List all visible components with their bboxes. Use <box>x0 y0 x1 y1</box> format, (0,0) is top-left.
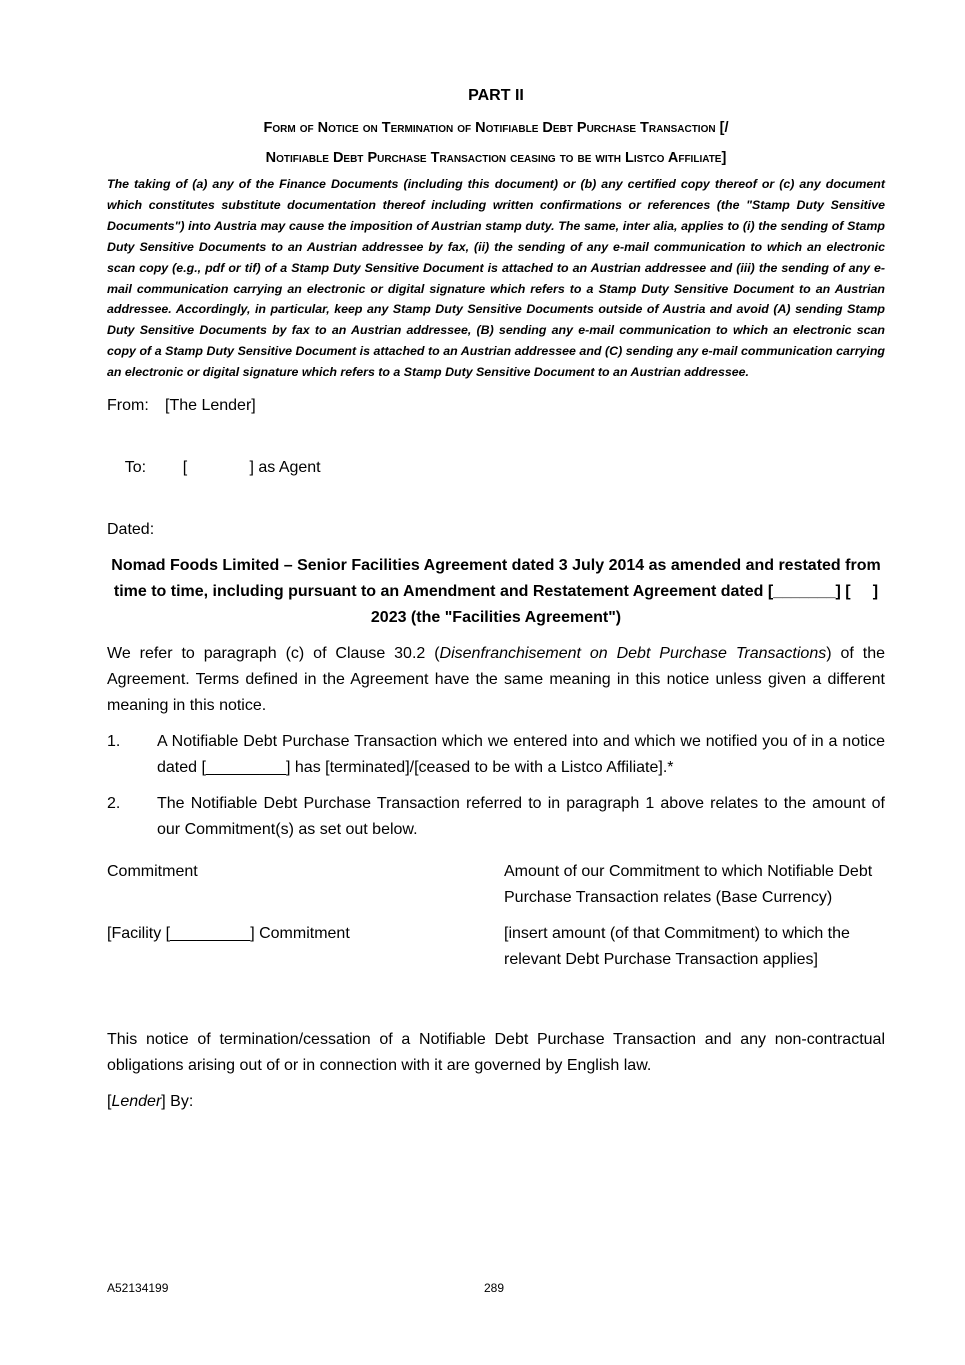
table-row <box>107 921 885 983</box>
signature-open: [ <box>107 1093 112 1111</box>
from-label: From: <box>107 397 149 415</box>
table-header-commitment: Commitment <box>107 863 198 881</box>
commitment-table <box>107 859 885 983</box>
intro-clause-title: Disenfranchisement on Debt Purchase Transactions <box>439 645 827 663</box>
footer-reference: A52134199 <box>107 1281 169 1295</box>
table-header-row <box>107 859 885 921</box>
to-value: [ ] as Agent <box>182 459 321 477</box>
from-value: [The Lender] <box>165 397 256 415</box>
intro-text-before: We refer to paragraph (c) of Clause 30.2 ( <box>107 645 440 663</box>
to-label: To: <box>124 459 147 477</box>
form-title-line-2: Notifiable Debt Purchase Transaction ceasing to be with Listco Affiliate] <box>265 150 727 166</box>
table-cell-facility: [Facility [_________] Commitment <box>107 925 350 943</box>
table-cell-amount: [insert amount (of that Commitment) to which the relevant Debt Purchase Transaction applies] <box>504 925 850 969</box>
list-item <box>107 791 885 843</box>
document-page <box>107 86 885 1125</box>
agreement-heading: Nomad Foods Limited – Senior Facilities Agreement dated 3 July 2014 as amended and restated from time to time, including pursuant to an Amendment and Restatement Agreement dated [_______] [ ] 2023 (the "Facilities Agreement") <box>111 557 886 627</box>
list-item-text: The Notifiable Debt Purchase Transaction referred to in paragraph 1 above relates to the amount of our Commitment(s) as set out below. <box>157 795 885 839</box>
list-item-number: 2. <box>107 795 121 813</box>
dated-label: Dated: <box>107 521 155 539</box>
part-title: PART II <box>468 87 524 104</box>
dated-line <box>107 517 885 543</box>
table-header-amount: Amount of our Commitment to which Notifiable Debt Purchase Transaction relates (Base Currency) <box>504 863 873 907</box>
list-item-number: 1. <box>107 733 121 751</box>
intro-text-after: ) of the Agreement. Terms defined in the Agreement have the same meaning in this notice unless given a different meaning in this notice. <box>107 645 885 715</box>
stamp-duty-warning: The taking of (a) any of the Finance Documents (including this document) or (b) any certified copy thereof or (c) any document which constitutes substitute documentation thereof including written confirmations or references (the "Stamp Duty Sensitive Documents") into Austria may cause the imposition of Austrian stamp duty. The same, inter alia, applies to (i) the sending of Stamp Duty Sensitive Documents to an Austrian addressee by fax, (ii) the sending of any e-mail communication to which an electronic scan copy (e.g., pdf or tif) of a Stamp Duty Sensitive Document is attached to an Austrian addressee and (iii) the sending of any e-mail communication carrying an electronic or digital signature which refers to a Stamp Duty Sensitive Document to an Austrian addressee. Accordingly, in particular, keep any Stamp Duty Sensitive Documents outside of Austria and avoid (A) sending Stamp Duty Sensitive Documents by fax to an Austrian addressee, (B) sending any e-mail communication to which an electronic scan copy of a Stamp Duty Sensitive Document is attached to an Austrian addressee and (C) sending any e-mail communication carrying an electronic or digital signature which refers to a Stamp Duty Sensitive Document to an Austrian addressee. <box>107 177 885 380</box>
list-item-text: A Notifiable Debt Purchase Transaction which we entered into and which we notified you of in a notice dated [_________] has [terminated]/[ceased to be with a Listco Affiliate].* <box>157 733 885 777</box>
governing-law-paragraph: This notice of termination/cessation of a Notifiable Debt Purchase Transaction and any non-contractual obligations arising out of or in connection with it are governed by English law. <box>107 1031 885 1075</box>
list-item <box>107 729 885 781</box>
signature-line <box>107 1089 885 1115</box>
from-line <box>107 393 885 419</box>
signature-close: ] By: <box>161 1093 194 1111</box>
footer-page-number: 289 <box>484 1281 505 1295</box>
intro-paragraph <box>107 641 885 719</box>
to-line <box>107 429 885 507</box>
signature-lender: Lender <box>111 1093 162 1111</box>
form-title-line-1: Form of Notice on Termination of Notifiable Debt Purchase Transaction [/ <box>263 120 729 136</box>
